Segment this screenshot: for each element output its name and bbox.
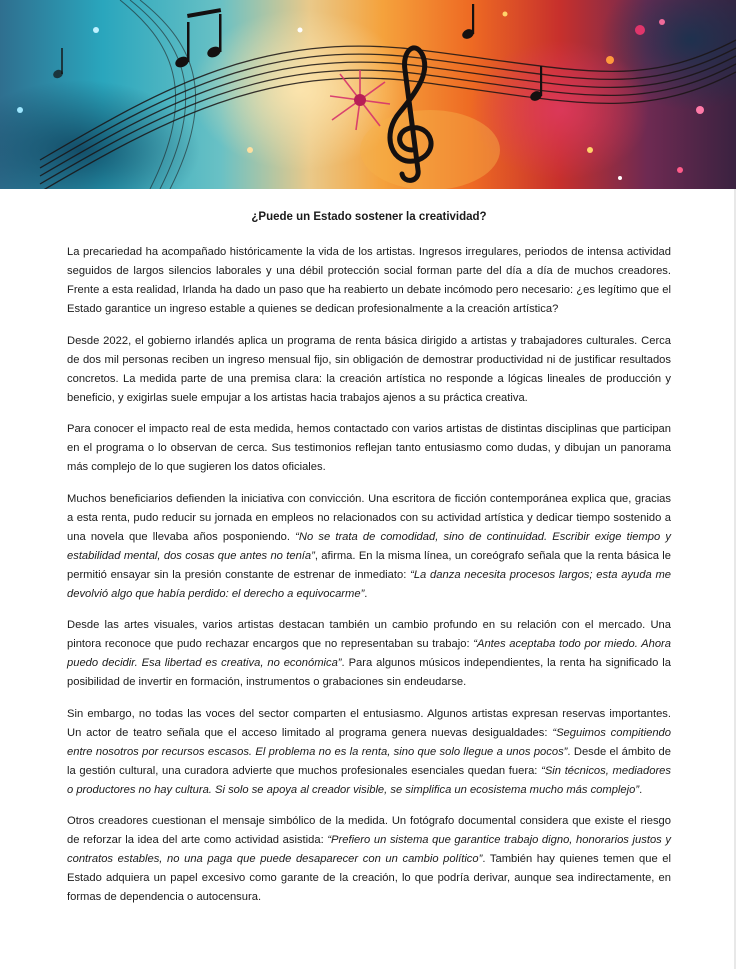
article-body [67, 243, 671, 907]
article [67, 209, 671, 920]
paragraph-text: Desde las artes visuales, varios artistas destacan también un cambio profundo en su relación con el mercado. Una pintora reconoce que pudo rechazar encargos que no representaban su trabajo: [67, 619, 671, 650]
article-paragraph [67, 812, 671, 907]
article-paragraph [67, 332, 671, 408]
article-paragraph [67, 490, 671, 604]
paragraph-text: Desde 2022, el gobierno irlandés aplica un programa de renta básica dirigido a artistas y trabajadores culturales. Cerca de dos mil personas reciben un ingreso mensual fijo, sin obligación de demostrar productividad ni de justificar resultados concretos. La medida parte de una premisa clara: la creación artística no responde a lógicas lineales de producción y beneficio, y exigirlas suele empujar a los artistas hacia trabajos ajenos a su práctica creativa. [67, 334, 671, 404]
paragraph-text: . Para algunos músicos independientes, la renta ha significado la posibilidad de invertir en formación, instrumentos o grabaciones sin endeudarse. [67, 657, 672, 688]
quote-text: “No se trata de comodidad, sino de continuidad. Escribir exige tiempo y estabilidad mental, dos cosas que antes no tenía” [67, 530, 671, 562]
paragraph-text: Muchos beneficiarios defienden la iniciativa con convicción. Una escritora de ficción contemporánea explica que, gracias a esta renta, pudo reducir su jornada en empleos no relacionados con su actividad artística y dedicar tiempo sostenido a una novela que llevaba años posponiendo. [67, 492, 671, 543]
quote-text: “Prefiero un sistema que garantice trabajo digno, honorarios justos y contratos estables, no una paga que puede desaparecer con un cambio político” [67, 834, 671, 865]
paragraph-text: Otros creadores cuestionan el mensaje simbólico de la medida. Un fotógrafo documental considera que existe el riesgo de reforzar la idea del arte como actividad asistida: [67, 815, 671, 846]
paragraph-text: Sin embargo, no todas las voces del sector comparten el entusiasmo. Algunos artistas expresan reservas importantes. Un actor de teatro señala que el acceso limitado al programa genera nuevas desigualdades: [67, 707, 671, 739]
paragraph-text: La precariedad ha acompañado históricamente la vida de los artistas. Ingresos irregulares, periodos de intensa actividad seguidos de largos silencios laborales y una débil protección social forman parte del día a día de muchos creadores. Frente a esta realidad, Irlanda ha dado un paso que ha reabierto un debate incómodo pero necesario: ¿es legítimo que el Estado garantice un ingreso estable a quienes se dedican profesionalmente a la creación artística? [67, 246, 671, 315]
article-paragraph [67, 420, 671, 477]
paragraph-text: , afirma. En la misma línea, un coreógrafo señala que la renta básica le permitió ensayar sin la presión constante de estrenar de inmediato: [67, 549, 671, 581]
paragraph-text: Para conocer el impacto real de esta medida, hemos contactado con varios artistas de distintas disciplinas que participan en el programa o lo observan de cerca. Sus testimonios reflejan tanto entusiasmo como dudas, y dibujan un panorama más complejo de lo que sugieren los datos oficiales. [67, 423, 671, 473]
music-watercolor-icon [0, 0, 736, 189]
article-paragraph [67, 705, 671, 800]
paragraph-text: . [639, 783, 643, 796]
quote-text: “Sin técnicos, mediadores o productores no hay cultura. Si solo se apoya al creador visible, se simplifica un ecosistema mucho más complejo” [67, 764, 671, 796]
quote-text: “La danza necesita procesos largos; esta ayuda me devolvió algo que había perdido: el derecho a equivocarme” [67, 568, 671, 600]
article-title: ¿Puede un Estado sostener la creatividad? [251, 211, 487, 223]
article-paragraph [67, 616, 671, 692]
paragraph-text: . Desde el ámbito de la gestión cultural, una curadora advierte que muchos profesionales esenciales quedan fuera: [67, 745, 671, 777]
paragraph-text: . [364, 587, 368, 600]
article-paragraph [67, 243, 671, 319]
hero-image [0, 0, 736, 189]
quote-text: “Seguimos compitiendo entre nosotros por recursos escasos. El problema no es la renta, sino que solo llegue a unos pocos” [67, 726, 671, 758]
paragraph-text: . También hay quienes temen que el Estado adquiera un papel excesivo como garante de la creación, lo que podría derivar, aunque sea indirectamente, en formas de dependencia o autocensura. [67, 853, 671, 903]
quote-text: “Antes aceptaba todo por miedo. Ahora puedo decidir. Esa libertad es creativa, no económica” [67, 638, 671, 669]
